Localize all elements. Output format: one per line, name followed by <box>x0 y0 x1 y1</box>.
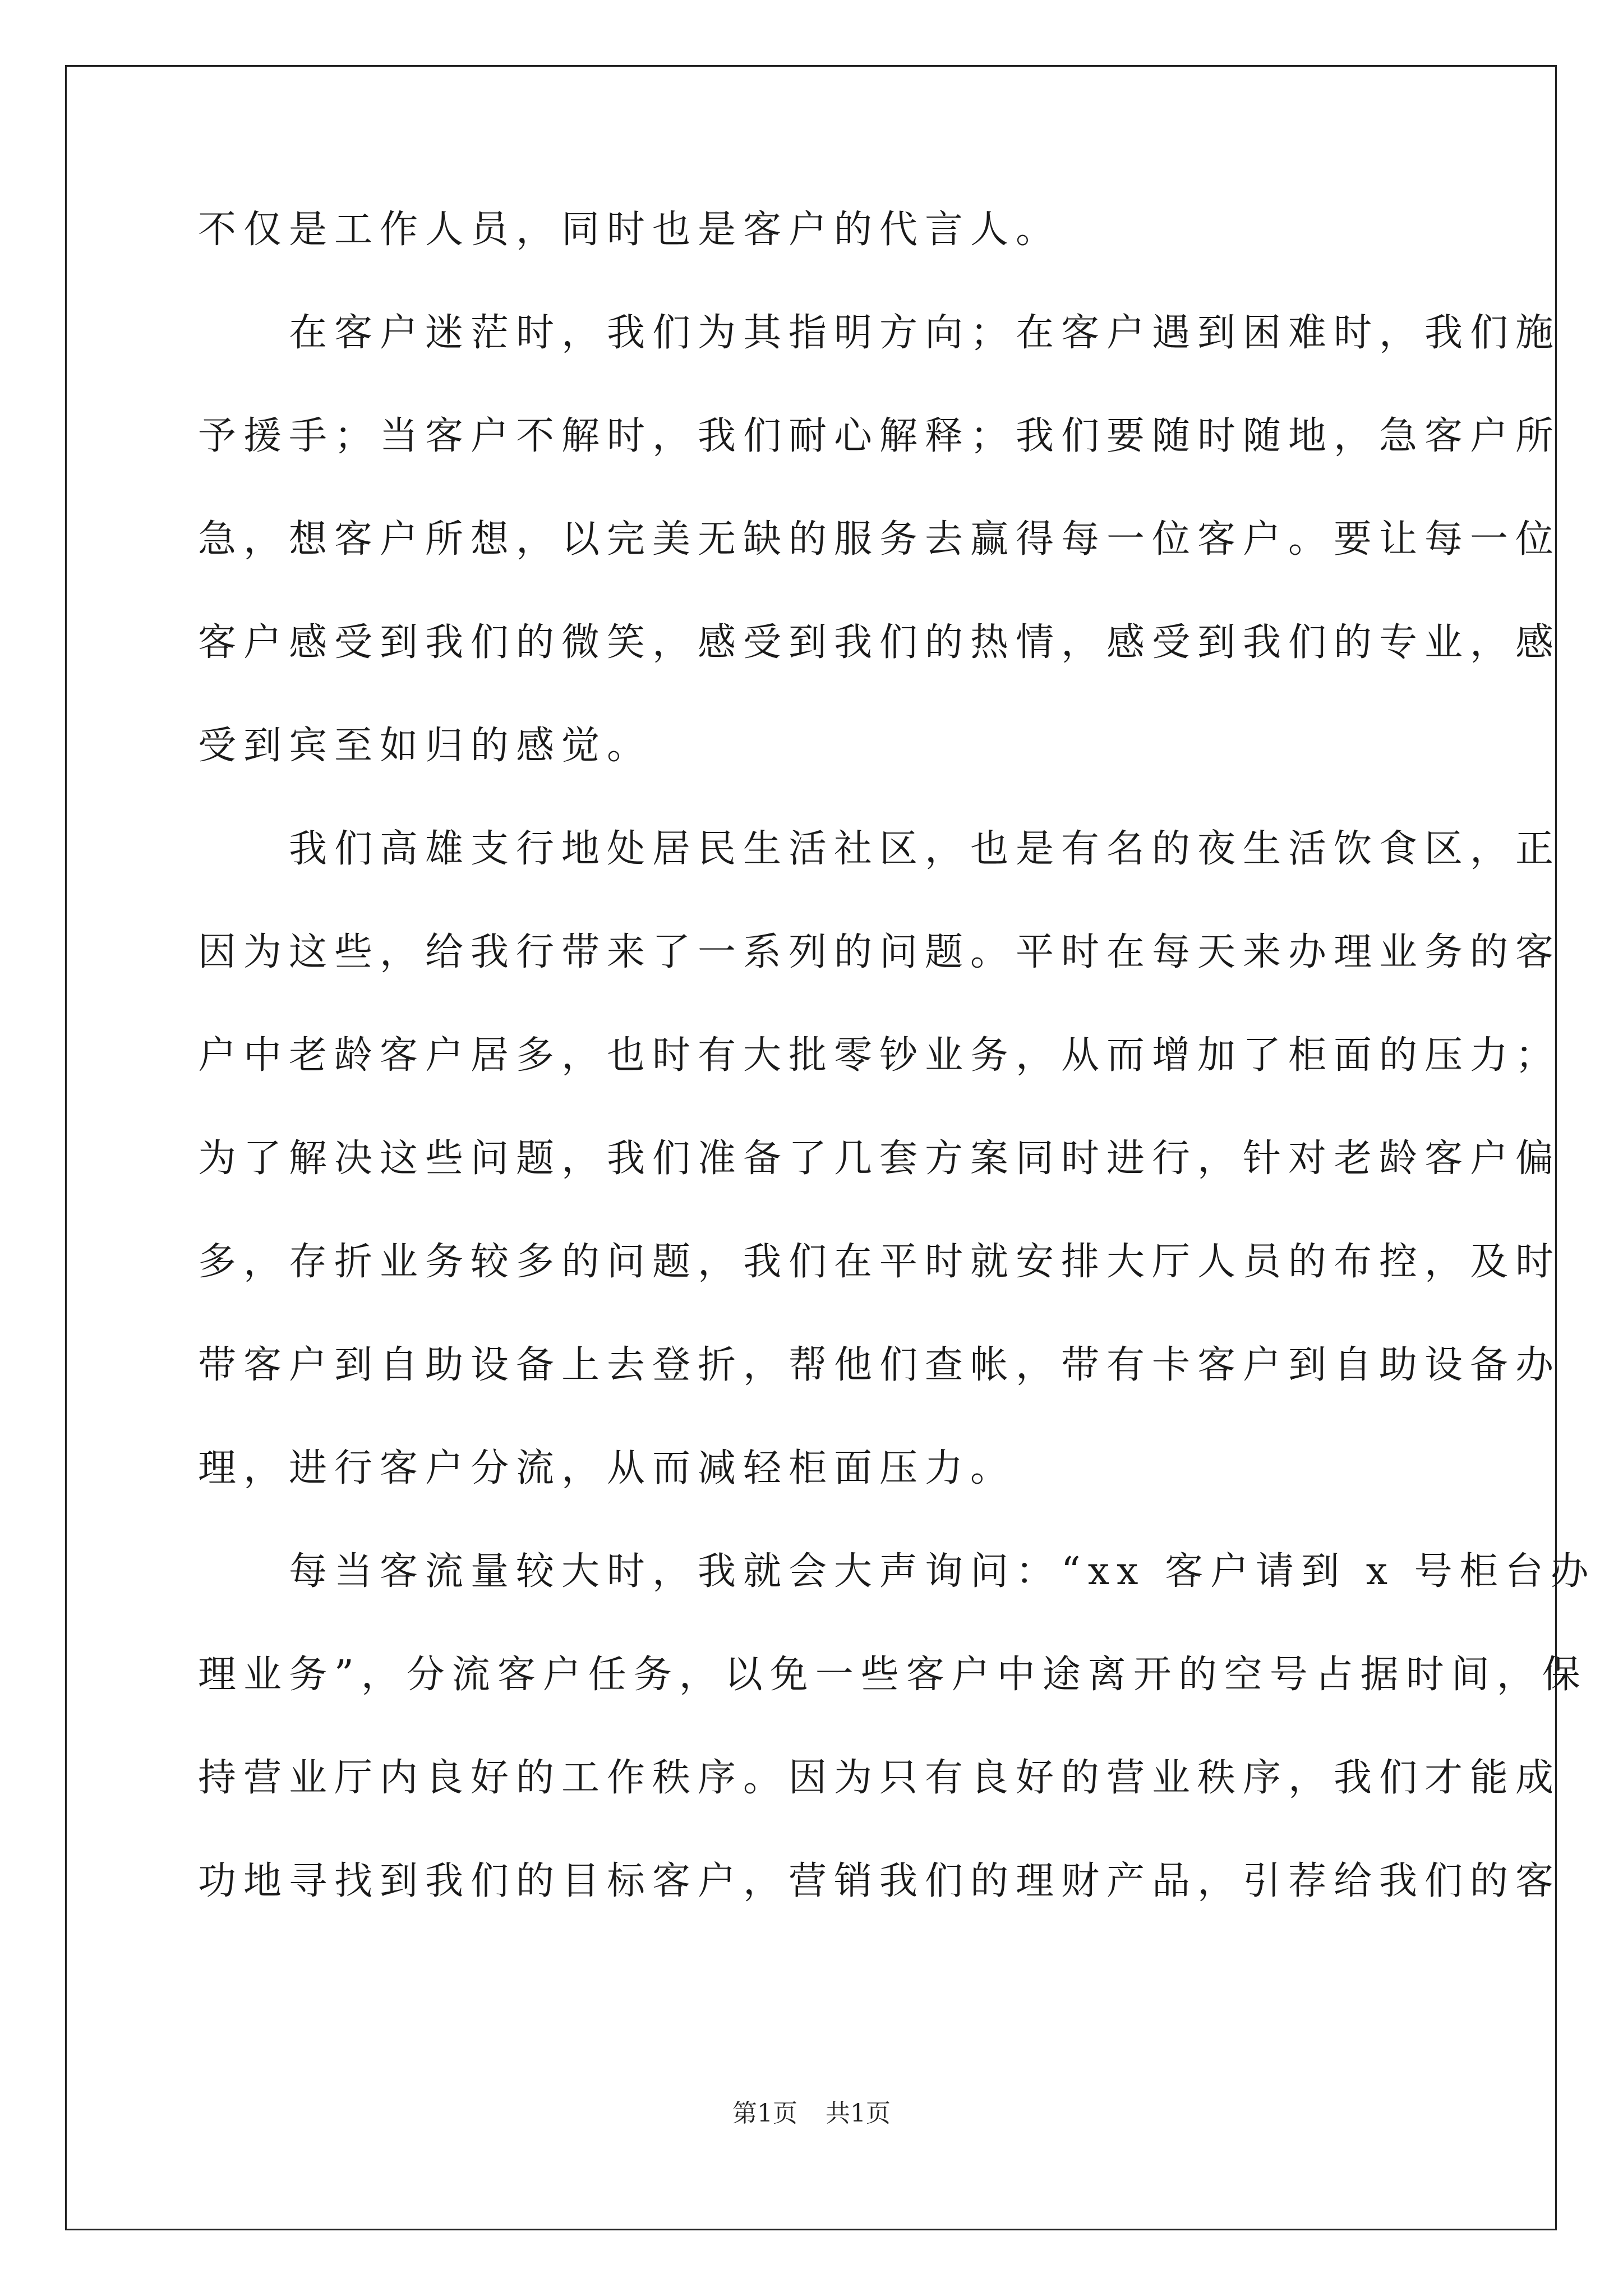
text-line: 功地寻找到我们的目标客户，营销我们的理财产品，引荐给我们的客 <box>198 1859 1561 1903</box>
text-line: 带客户到自助设备上去登折，帮他们查帐，带有卡客户到自助设备办 <box>198 1343 1561 1387</box>
document-body <box>198 202 1596 1957</box>
text-line: 户中老龄客户居多，也时有大批零钞业务，从而增加了柜面的压力； <box>198 1033 1561 1078</box>
text-line: 予援手；当客户不解时，我们耐心解释；我们要随时随地，急客户所 <box>198 414 1561 458</box>
paragraph-first-line: 我们高雄支行地处居民生活社区，也是有名的夜生活饮食区，正 <box>289 827 1561 871</box>
text-line: 多，存折业务较多的问题，我们在平时就安排大厅人员的布控，及时 <box>198 1240 1561 1284</box>
text-line: 为了解决这些问题，我们准备了几套方案同时进行，针对老龄客户偏 <box>198 1137 1561 1181</box>
page-footer <box>0 2097 1623 2131</box>
page-number: 第1页 <box>732 2099 797 2128</box>
text-line: 理业务”，分流客户任务，以免一些客户中途离开的空号占据时间，保 <box>198 1653 1588 1697</box>
paragraph-first-line: 在客户迷茫时，我们为其指明方向；在客户遇到困难时，我们施 <box>289 311 1561 355</box>
text-line: 理，进行客户分流，从而减轻柜面压力。 <box>198 1446 1016 1490</box>
text-line: 急，想客户所想，以完美无缺的服务去赢得每一位客户。要让每一位 <box>198 517 1561 562</box>
text-line: 因为这些，给我行带来了一系列的问题。平时在每天来办理业务的客 <box>198 930 1561 974</box>
page-total: 共1页 <box>826 2099 891 2128</box>
paragraph-first-line: 每当客流量较大时，我就会大声询问：“xx 客户请到 x 号柜台办 <box>289 1549 1596 1594</box>
text-line: 受到宾至如归的感觉。 <box>198 724 653 768</box>
text-line: 持营业厅内良好的工作秩序。因为只有良好的营业秩序，我们才能成 <box>198 1756 1561 1800</box>
text-line: 不仅是工作人员，同时也是客户的代言人。 <box>198 208 1062 252</box>
text-line: 客户感受到我们的微笑，感受到我们的热情，感受到我们的专业，感 <box>198 620 1561 665</box>
